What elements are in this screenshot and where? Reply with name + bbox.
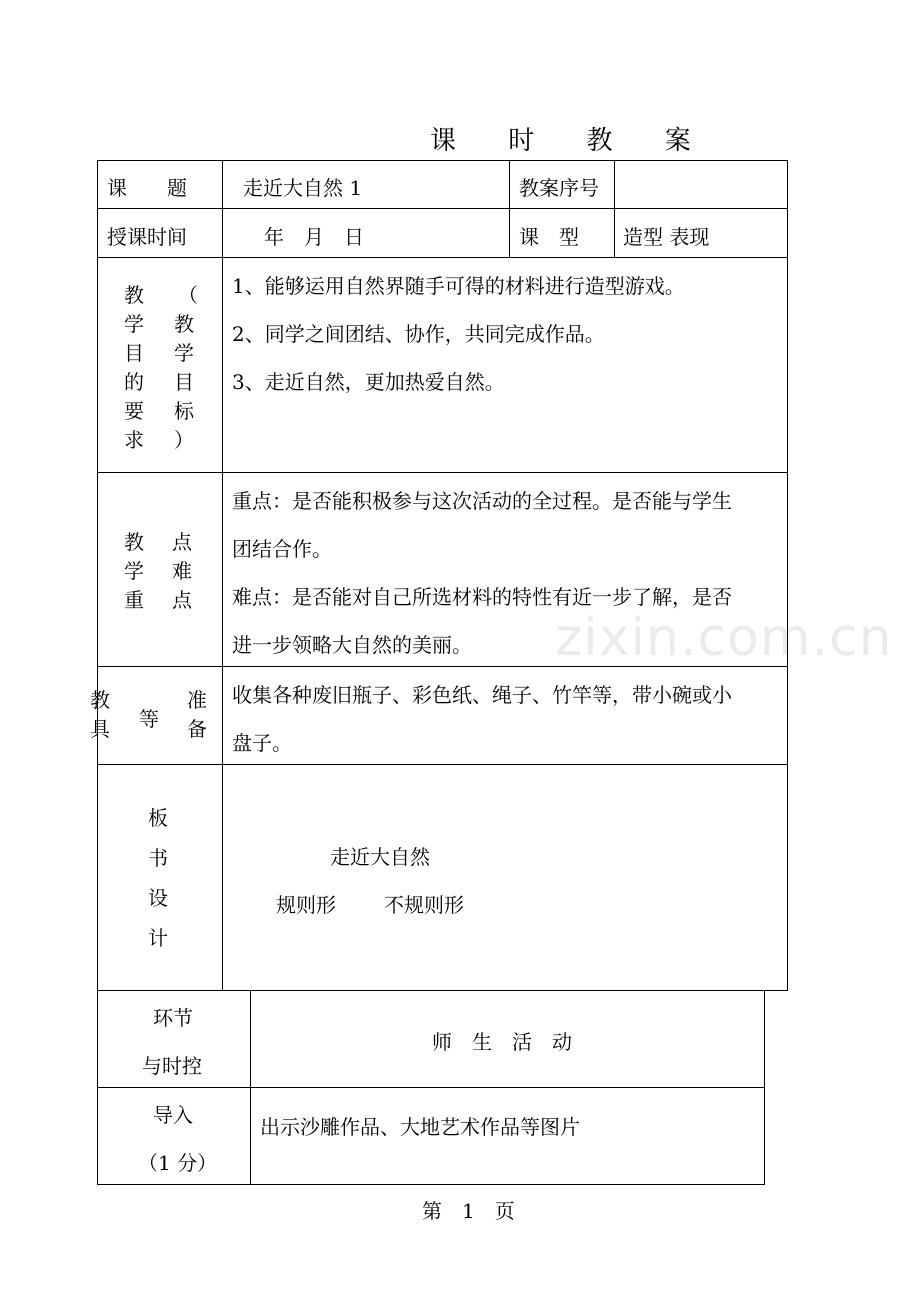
lesson-type-label: 课 型	[519, 225, 579, 249]
key-point-line-2: 团结合作。	[232, 537, 332, 561]
board-heading: 走近大自然	[330, 845, 430, 869]
board-irregular-shape: 不规则形	[384, 893, 464, 917]
table-border	[97, 1184, 765, 1185]
objective-item-3: 3、走近自然，更加热爱自然。	[232, 370, 505, 394]
materials-label: 教 准 具 等 备	[90, 688, 207, 741]
objective-item-2: 2、同学之间团结、协作，共同完成作品。	[232, 322, 605, 346]
intro-label: 导入	[153, 1103, 193, 1127]
table-border	[97, 472, 788, 473]
intro-content: 出示沙雕作品、大地艺术作品等图片	[260, 1115, 580, 1139]
page-title: 课 时 教 案	[430, 126, 713, 156]
table-border	[97, 160, 788, 161]
objective-item-1: 1、能够运用自然界随手可得的材料进行造型游戏。	[232, 274, 685, 298]
materials-line-1: 收集各种废旧瓶子、彩色纸、绳子、竹竿等，带小碗或小	[232, 683, 732, 707]
table-border	[787, 160, 788, 990]
table-border	[97, 764, 788, 765]
lesson-seq-label: 教案序号	[519, 176, 599, 200]
lesson-type-value: 造型 表现	[623, 225, 710, 249]
table-border	[97, 208, 788, 209]
table-border	[97, 990, 788, 991]
difficulty-line-2: 进一步领略大自然的美丽。	[232, 633, 472, 657]
materials-line-2: 盘子。	[232, 731, 292, 755]
activities-title: 师 生 活 动	[432, 1030, 572, 1054]
board-regular-shape: 规则形	[276, 893, 336, 917]
table-border	[614, 160, 615, 257]
table-border	[97, 257, 788, 258]
intro-duration: （1 分）	[138, 1151, 218, 1175]
class-date: 年 月 日	[264, 225, 364, 249]
difficulty-line-1: 难点：是否能对自己所选材料的特性有近一步了解，是否	[232, 585, 732, 609]
table-border	[97, 160, 98, 990]
table-border	[222, 160, 223, 990]
stage-time-label-2: 与时控	[142, 1054, 202, 1078]
page-number: 第 1 页	[422, 1199, 515, 1223]
topic-value: 走近大自然 1	[243, 176, 363, 200]
topic-label: 课 题	[107, 176, 187, 200]
table-border	[509, 160, 510, 257]
class-time-label: 授课时间	[107, 225, 187, 249]
table-border	[97, 1087, 765, 1088]
key-point-line-1: 重点：是否能积极参与这次活动的全过程。是否能与学生	[232, 489, 732, 513]
watermark: zixin.com.cn	[555, 608, 893, 668]
stage-time-label-1: 环节	[153, 1006, 193, 1030]
